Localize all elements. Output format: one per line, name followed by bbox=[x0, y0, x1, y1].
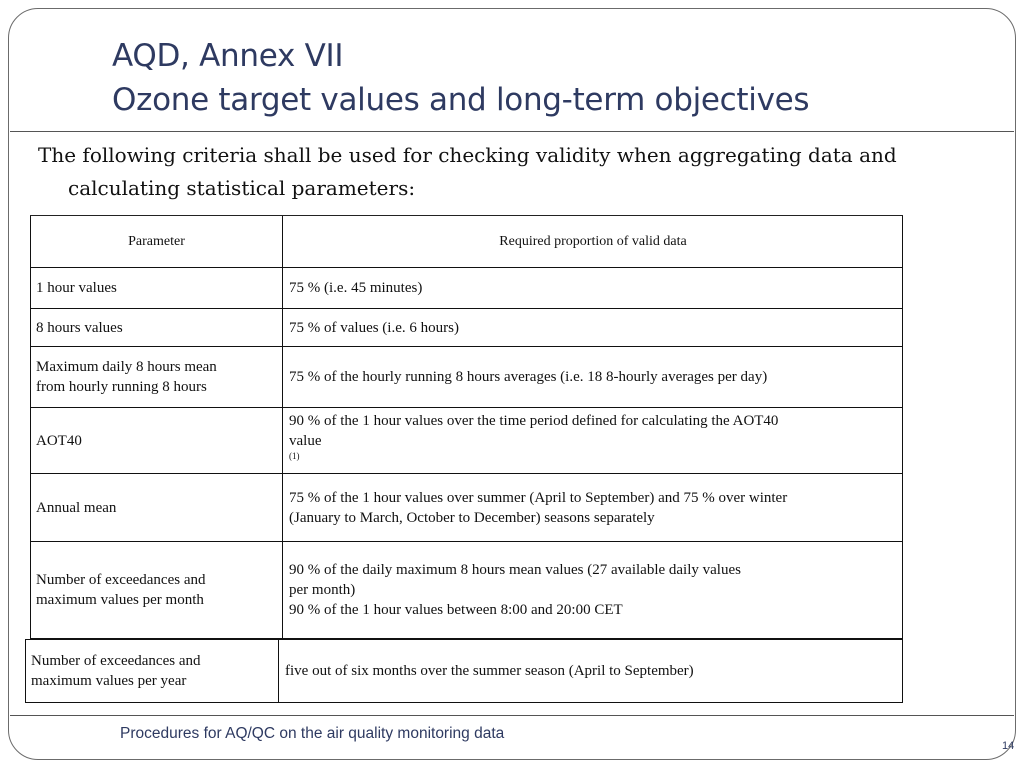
parameter-cell bbox=[31, 268, 283, 308]
table-header-row bbox=[30, 216, 903, 268]
footnote-marker: (1) bbox=[289, 450, 300, 461]
header-parameter: Parameter bbox=[31, 216, 283, 267]
page-number: 14 bbox=[1002, 740, 1015, 752]
validity-criteria-table bbox=[30, 215, 903, 703]
cell-text: 1 hour values bbox=[36, 280, 117, 296]
requirement-cell bbox=[283, 474, 902, 541]
requirement-cell bbox=[283, 268, 902, 308]
parameter-cell bbox=[31, 309, 283, 346]
intro-line-1: The following criteria shall be used for checking validity when aggregating data and bbox=[38, 143, 897, 167]
cell-text: 75 % (i.e. 45 minutes) bbox=[289, 280, 423, 296]
cell-text: 8 hours values bbox=[36, 319, 123, 336]
requirement-cell bbox=[279, 640, 902, 702]
cell-text: value bbox=[289, 432, 322, 449]
table-row bbox=[30, 347, 903, 408]
parameter-cell bbox=[31, 474, 283, 541]
footer-divider bbox=[10, 715, 1014, 716]
cell-text: Number of exceedances and bbox=[31, 653, 201, 669]
header-requirement: Required proportion of valid data bbox=[499, 233, 687, 249]
cell-text: Annual mean bbox=[36, 499, 117, 516]
parameter-cell bbox=[26, 640, 279, 702]
cell-text: 75 % of the 1 hour values over summer (April to September) and 75 % over winter bbox=[289, 489, 788, 506]
requirement-cell bbox=[283, 347, 902, 407]
cell-text: (January to March, October to December) seasons separately bbox=[289, 509, 655, 526]
table-row bbox=[30, 542, 903, 639]
cell-text: five out of six months over the summer season (April to September) bbox=[285, 663, 694, 679]
parameter-cell bbox=[31, 542, 283, 638]
table-row bbox=[25, 639, 903, 703]
cell-text: per month) bbox=[289, 582, 356, 598]
cell-text: AOT40 bbox=[36, 432, 82, 449]
table-row bbox=[30, 268, 903, 309]
requirement-cell bbox=[283, 309, 902, 346]
parameter-cell bbox=[31, 347, 283, 407]
cell-text: 90 % of the 1 hour values between 8:00 and 20:00 CET bbox=[289, 602, 623, 618]
cell-text: 90 % of the 1 hour values over the time period defined for calculating the AOT40 bbox=[289, 412, 779, 429]
intro-line-2: calculating statistical parameters: bbox=[68, 176, 416, 200]
cell-text: 75 % of the hourly running 8 hours averages (i.e. 18 8-hourly averages per day) bbox=[289, 369, 768, 385]
title-line-1: AQD, Annex VII bbox=[112, 38, 344, 74]
title-divider bbox=[10, 131, 1014, 132]
cell-text: Maximum daily 8 hours mean bbox=[36, 359, 217, 375]
cell-text: Number of exceedances and bbox=[36, 572, 206, 588]
cell-text: from hourly running 8 hours bbox=[36, 379, 207, 395]
table-row bbox=[30, 408, 903, 474]
requirement-cell bbox=[283, 542, 902, 638]
cell-text: 90 % of the daily maximum 8 hours mean values (27 available daily values bbox=[289, 562, 741, 578]
table-row bbox=[30, 474, 903, 542]
table-row bbox=[30, 309, 903, 347]
intro-text bbox=[38, 139, 908, 205]
cell-text: maximum values per month bbox=[36, 592, 204, 608]
title-line-2: Ozone target values and long-term objectives bbox=[112, 82, 810, 118]
cell-text: 75 % of values (i.e. 6 hours) bbox=[289, 319, 459, 336]
slide-title bbox=[112, 34, 809, 122]
requirement-cell bbox=[283, 408, 902, 473]
footer-caption: Procedures for AQ/QC on the air quality monitoring data bbox=[120, 725, 505, 742]
cell-text: maximum values per year bbox=[31, 673, 187, 689]
parameter-cell bbox=[31, 408, 283, 473]
